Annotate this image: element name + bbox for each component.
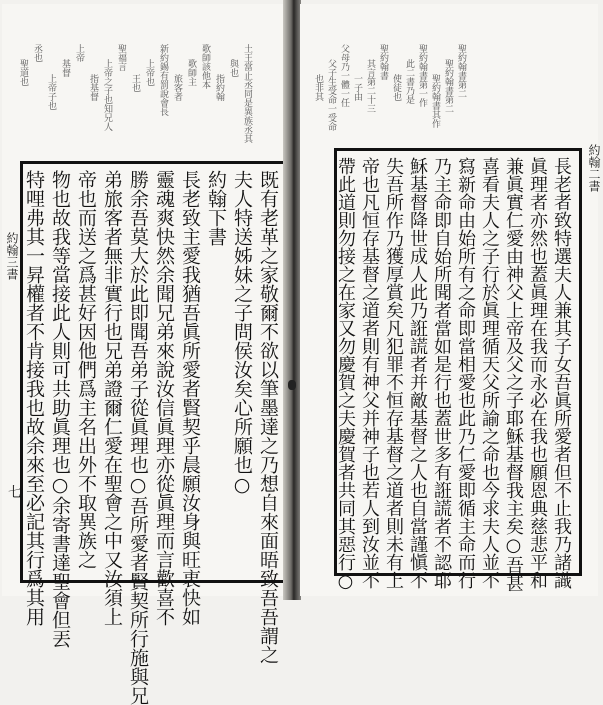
upper-note: 聖約翰書第一作 <box>417 44 427 107</box>
upper-note: 聖福言 <box>116 44 126 71</box>
right-margin-title: 約翰二書 <box>587 144 601 192</box>
upper-note: 新約錫有罰說會長 <box>158 44 168 116</box>
upper-note: 上帝 <box>74 44 84 62</box>
text-column: 物也故我等當接此人則可共助眞理也○余寄書達聖會但丟 <box>49 170 71 648</box>
upper-note: 也非其 <box>313 74 323 101</box>
text-column: 帶此道則勿接之在家又勿慶賀之夫慶賀者共同其惡行○ <box>335 157 356 592</box>
spine-mark <box>288 380 296 390</box>
text-column: 弟旅客者無非實行也兄弟證爾仁愛在聖會之中又汝須上 <box>101 170 123 626</box>
upper-note: 歌師主 <box>186 59 196 86</box>
text-column: 寫新命由始所有之命即當相愛也此乃仁愛即循主命而行 <box>455 157 476 589</box>
text-column: 勝余吾莫大於此即聞吾弟子從眞理也○吾所愛者賢契所行施與兄 <box>127 170 149 705</box>
upper-note: 上帝子也 <box>46 74 56 110</box>
upper-note: 一子由 <box>352 74 362 101</box>
upper-note: 王也 <box>130 74 140 92</box>
upper-note: 歌師該他本 <box>200 44 210 89</box>
right-page <box>300 4 601 596</box>
text-column: 喜看夫人之子行於眞理循天父所諭之命也今求夫人並不 <box>479 157 500 589</box>
upper-note: 基督 <box>60 59 70 77</box>
upper-note: 指基督 <box>88 74 98 101</box>
upper-note: 上帝也 <box>144 59 154 86</box>
upper-note: 此二書乃是 <box>404 59 414 104</box>
book-gutter <box>283 0 301 600</box>
left-margin-title: 約翰三書 <box>5 232 19 280</box>
upper-note: 上帝之子也知兄人 <box>102 59 112 131</box>
upper-note: 使徒也 <box>391 74 401 101</box>
upper-note: 聖約翰書第二 <box>443 59 453 113</box>
upper-note: 丞也 <box>32 44 42 62</box>
text-column: 眞理者亦然也蓋眞理在我而永必在我也願恩典慈悲平和 <box>527 157 548 589</box>
text-column: 夫人特送姊妹之子問侯汝矣心所願也○ <box>231 170 253 496</box>
page-folio: 七 <box>8 485 22 501</box>
upper-note: 與也 <box>228 59 238 77</box>
upper-note: 旅客者 <box>172 74 182 101</box>
upper-note: 指約翰 <box>214 74 224 101</box>
text-column: 兼眞實仁愛由神父上帝及父之子耶穌基督我主矣○吾甚 <box>503 157 524 592</box>
upper-note: 聖約翰書其作 <box>430 74 440 128</box>
left-page <box>2 4 285 705</box>
left-text-frame <box>20 161 290 705</box>
text-column: 帝也凡恒存基督之道者則有神父并神子也若人到汝並不 <box>359 157 380 589</box>
upper-note: 聖約翰書 <box>378 44 388 80</box>
text-column: 帝也而送之爲甚好因他們爲主名出外不取異族之 <box>75 170 97 569</box>
text-column: 既有老革之家敬爾不欲以筆墨達之乃想自來面晤致吾吾謂之 <box>257 170 279 664</box>
text-column: 長老致主愛我猶吾眞所愛者賢契乎晨願汝身與旺衷快如 <box>179 170 201 626</box>
text-column: 特哩弗其一昇權者不肯接我也故余來至必記其行爲其用 <box>23 170 45 626</box>
text-column: 長老者致特選夫人兼其子女吾眞所愛者但不止我乃諸識 <box>551 157 572 589</box>
upper-note: 聖約翰書第二 <box>456 44 466 98</box>
text-column: 失吾所作乃獲厚賞矣凡犯罪不恒存基督之道者則未有上 <box>383 157 404 589</box>
upper-note: 父母乃一體一任 <box>339 44 349 107</box>
text-column: 靈魂爽快然余聞兄弟來說汝信眞理亦從眞理而言歡喜不 <box>153 170 175 626</box>
text-column: 乃主命即自始所聞者當如是行也蓋世多有誑謊者不認耶 <box>431 157 452 589</box>
upper-note: 土王當止丞同是異族丞其 <box>242 44 252 143</box>
upper-note: 其言第二十三 <box>365 59 375 113</box>
text-column: 穌基督降世成人此乃誑謊者并敵基督之人也自當謹愼不 <box>407 157 428 589</box>
upper-note: 父子生受命一受命 <box>326 59 336 131</box>
text-column: 約翰下書 <box>205 170 227 246</box>
upper-note: 聖道也 <box>18 59 28 86</box>
right-text-frame <box>334 148 582 592</box>
